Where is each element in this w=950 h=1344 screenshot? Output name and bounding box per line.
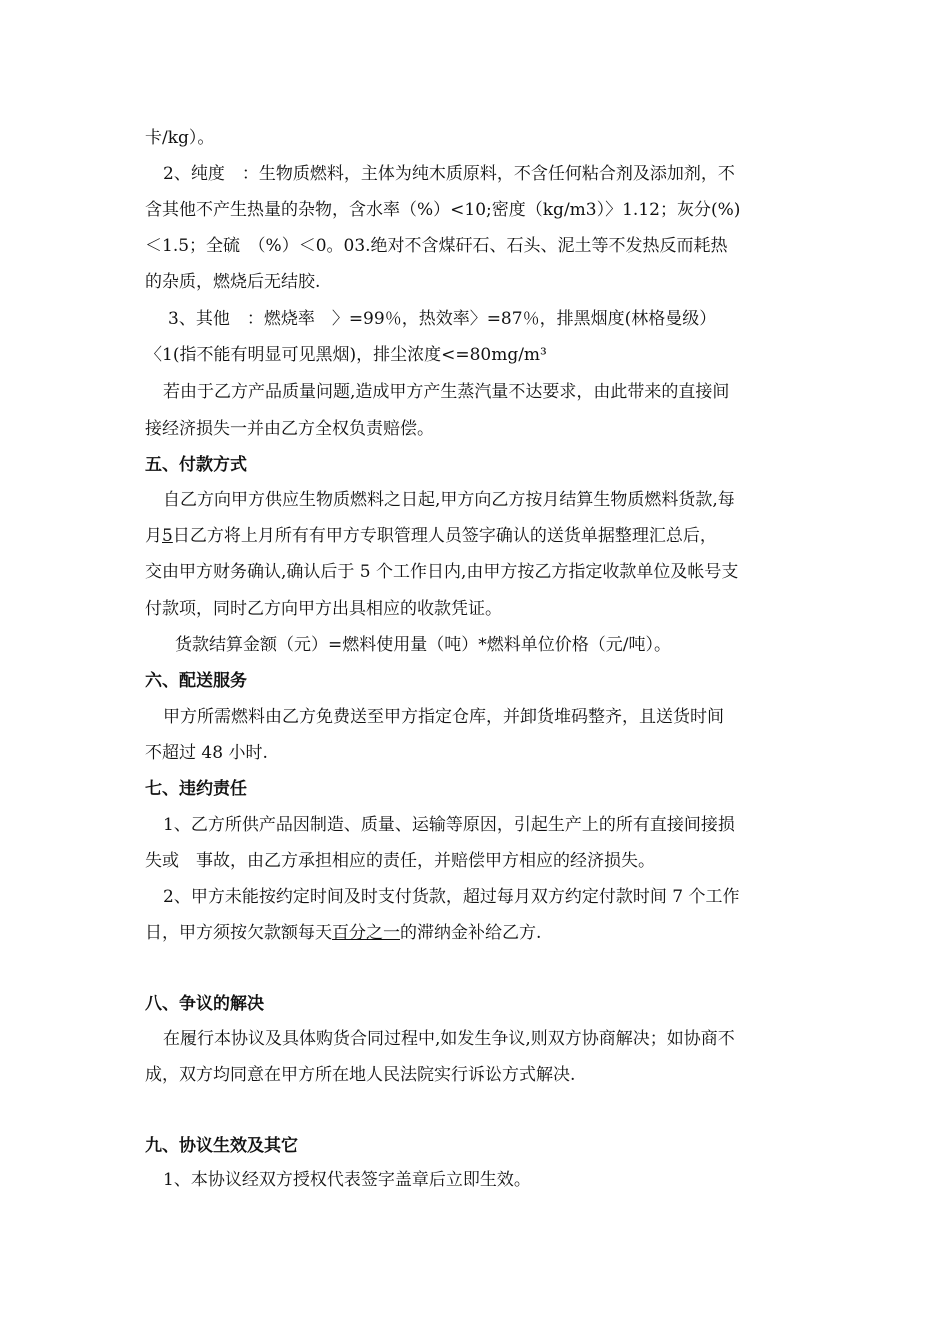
text-line: 货款结算金额（元）=燃料使用量（吨）*燃料单位价格（元/吨）。 [175,635,671,655]
text-line: 在履行本协议及具体购货合同过程中,如发生争议,则双方协商解决；如协商不 [163,1029,735,1049]
text-line: 2、甲方未能按约定时间及时支付货款，超过每月双方约定付款时间 7 个工作 [163,887,740,907]
text-line: 卡/kg）。 [145,128,215,148]
text-line: 自乙方向甲方供应生物质燃料之日起,甲方向乙方按月结算生物质燃料货款,每 [163,490,735,510]
text-line [145,921,541,945]
text-line: 成，双方均同意在甲方所在地人民法院实行诉讼方式解决. [145,1065,576,1085]
text-line: 交由甲方财务确认,确认后于 5 个工作日内,由甲方按乙方指定收款单位及帐号支 [145,562,739,582]
text-line: 〈1(指不能有明显可见黑烟)，排尘浓度<=80mg/m³ [145,345,547,365]
section-heading: 九、协议生效及其它 [145,1136,298,1156]
section-heading: 八、争议的解决 [145,994,264,1014]
text-line: 甲方所需燃料由乙方免费送至甲方指定仓库，并卸货堆码整齐，且送货时间 [163,707,724,727]
text-line: 不超过 48 小时. [145,743,268,763]
text-line: 2、纯度 ：生物质燃料，主体为纯木质原料，不含任何粘合剂及添加剂，不 [163,164,735,184]
text-span: 的滞纳金补给乙方. [400,923,542,943]
text-line: 1、乙方所供产品因制造、质量、运输等原因，引起生产上的所有直接间接损 [163,815,735,835]
text-line: 1、本协议经双方授权代表签字盖章后立即生效。 [163,1170,531,1190]
section-heading: 六、配送服务 [145,671,247,691]
text-line [145,524,717,548]
text-span: 日，甲方须按欠款额每天 [145,923,332,943]
text-line: 付款项，同时乙方向甲方出具相应的收款凭证。 [145,599,502,619]
section-heading: 七、违约责任 [145,779,247,799]
text-line: 含其他不产生热量的杂物，含水率（%）<10;密度（kg/m3）〉1.12；灰分(%) [145,200,741,220]
text-line: 失或 事故，由乙方承担相应的责任，并赔偿甲方相应的经济损失。 [145,851,655,871]
underlined-text: 百分之一 [332,923,400,943]
text-line: 3、其他 ：燃烧率 〉=99％，热效率〉=87％，排黑烟度(林格曼级） [168,309,717,329]
text-line: 的杂质，燃烧后无结胶. [145,272,321,292]
text-span: 月 [145,526,162,546]
text-span: 日乙方将上月所有有甲方专职管理人员签字确认的送货单据整理汇总后， [172,526,717,546]
section-heading: 五、付款方式 [145,455,247,475]
underlined-text: 5 [162,526,173,546]
text-line: ＜1.5；全硫 （%）＜0。03.绝对不含煤矸石、石头、泥土等不发热反而耗热 [145,236,728,256]
text-line: 若由于乙方产品质量问题,造成甲方产生蒸汽量不达要求，由此带来的直接间 [163,382,730,402]
text-line: 接经济损失一并由乙方全权负责赔偿。 [145,419,434,439]
